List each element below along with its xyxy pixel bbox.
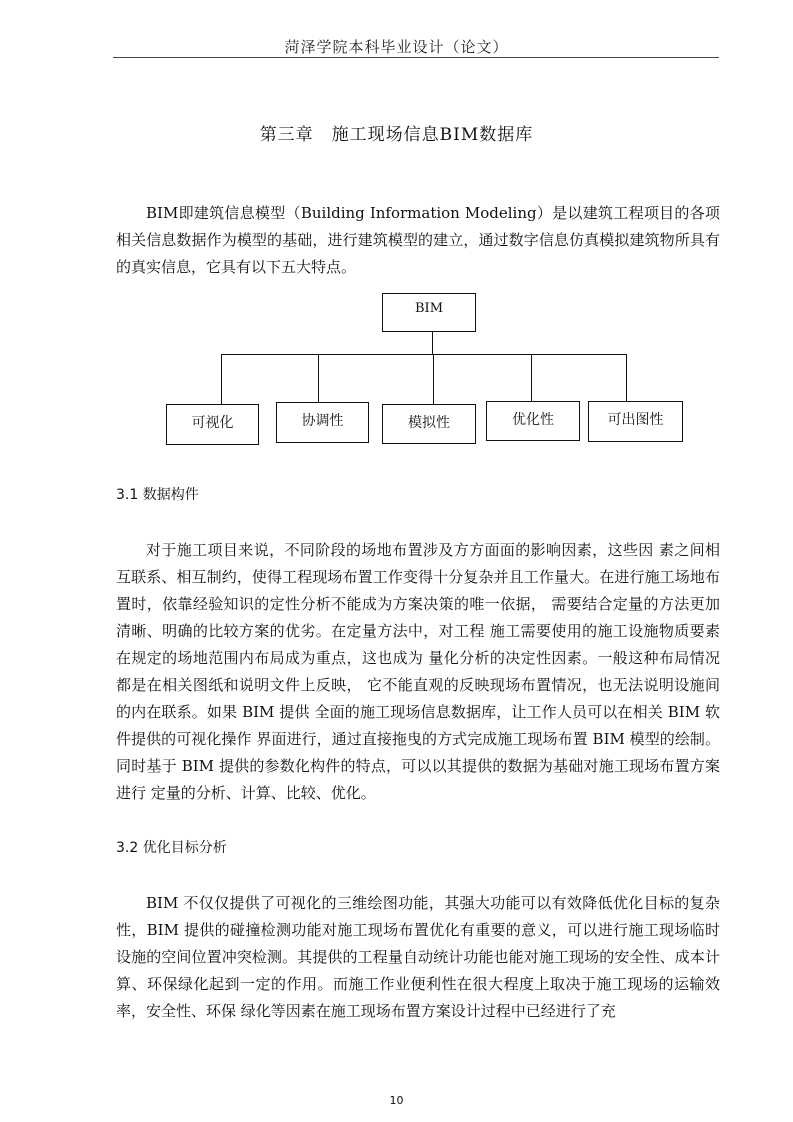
header-rule [113,57,719,58]
running-header: 菏泽学院本科毕业设计（论文） [284,38,509,56]
section-3-1-paragraph: 对于施工项目来说，不同阶段的场地布置涉及方方面面的影响因素，这些因 素之间相互联系、相互制约，使得工程现场布置工作变得十分复杂并且工作量大。在进行施工场地布置时，依靠经验知识的定性分析不能成为方案决策的唯一依据， 需要结合定量的方法更加清晰、明确的比较方案的优劣。在定量方法中，对工程 施工需要使用的施工设施物质要素在规定的场地范围内布局成为重点，这也成为 量化分析的决定性因素。一般这种布局情况都是在相关图纸和说明文件上反映， 它不能直观的反映现场布置情况，也无法说明设施间的内在联系。如果 BIM 提供 全面的施工现场信息数据库，让工作人员可以在相关 BIM 软件提供的可视化操作 界面进行，通过直接拖曳的方式完成施工现场布置 BIM 模型的绘制。同时基于 BIM 提供的参数化构件的特点，可以以其提供的数据为基础对施工现场布置方案进行 定量的分析、计算、比较、优化。 [116,541,720,802]
diagram-connector-1 [221,354,222,404]
diagram-child-box-4 [486,401,580,441]
diagram-connector-5 [626,354,627,401]
diagram-connector-4 [531,354,532,401]
diagram-child-box-5 [588,401,683,442]
diagram-child-box-1 [166,404,259,445]
chapter-title: 第三章 施工现场信息BIM数据库 [259,125,534,145]
diagram-child-box-2 [276,402,369,443]
page-number: 10 [389,1094,404,1107]
diagram-child-label-2: 协调性 [301,413,344,429]
diagram-child-box-3 [382,404,476,444]
section-heading-3-2: 3.2 优化目标分析 [116,840,227,856]
diagram-root-box [382,293,476,332]
diagram-connector-2 [318,354,319,402]
diagram-child-label-5: 可出图性 [607,412,664,428]
diagram-trunk-line [432,332,433,354]
section-3-2-paragraph: BIM 不仅仅提供了可视化的三维绘图功能，其强大功能可以有效降低优化目标的复杂性，BIM 提供的碰撞检测功能对施工现场布置优化有重要的意义，可以进行施工现场临时设施的空间位置冲突检测。其提供的工程量自动统计功能也能对施工现场的安全性、成本计算、环保绿化起到一定的作用。而施工作业便利性在很大程度上取决于施工现场的运输效率，安全性、环保 绿化等因素在施工现场布置方案设计过程中已经进行了充 [116,894,720,1020]
diagram-root-label: BIM [415,301,443,316]
section-heading-3-1: 3.1 数据构件 [116,487,199,503]
diagram-branch-line [221,354,627,355]
intro-paragraph: BIM即建筑信息模型（Building Information Modeling）是以建筑工程项目的各项相关信息数据作为模型的基础，进行建筑模型的建立，通过数字信息仿真模拟建筑物所具有的真实信息，它具有以下五大特点。 [116,204,720,276]
diagram-child-label-3: 模拟性 [408,415,450,431]
diagram-connector-3 [433,354,434,404]
diagram-child-label-1: 可视化 [191,415,234,431]
diagram-child-label-4: 优化性 [512,412,554,428]
